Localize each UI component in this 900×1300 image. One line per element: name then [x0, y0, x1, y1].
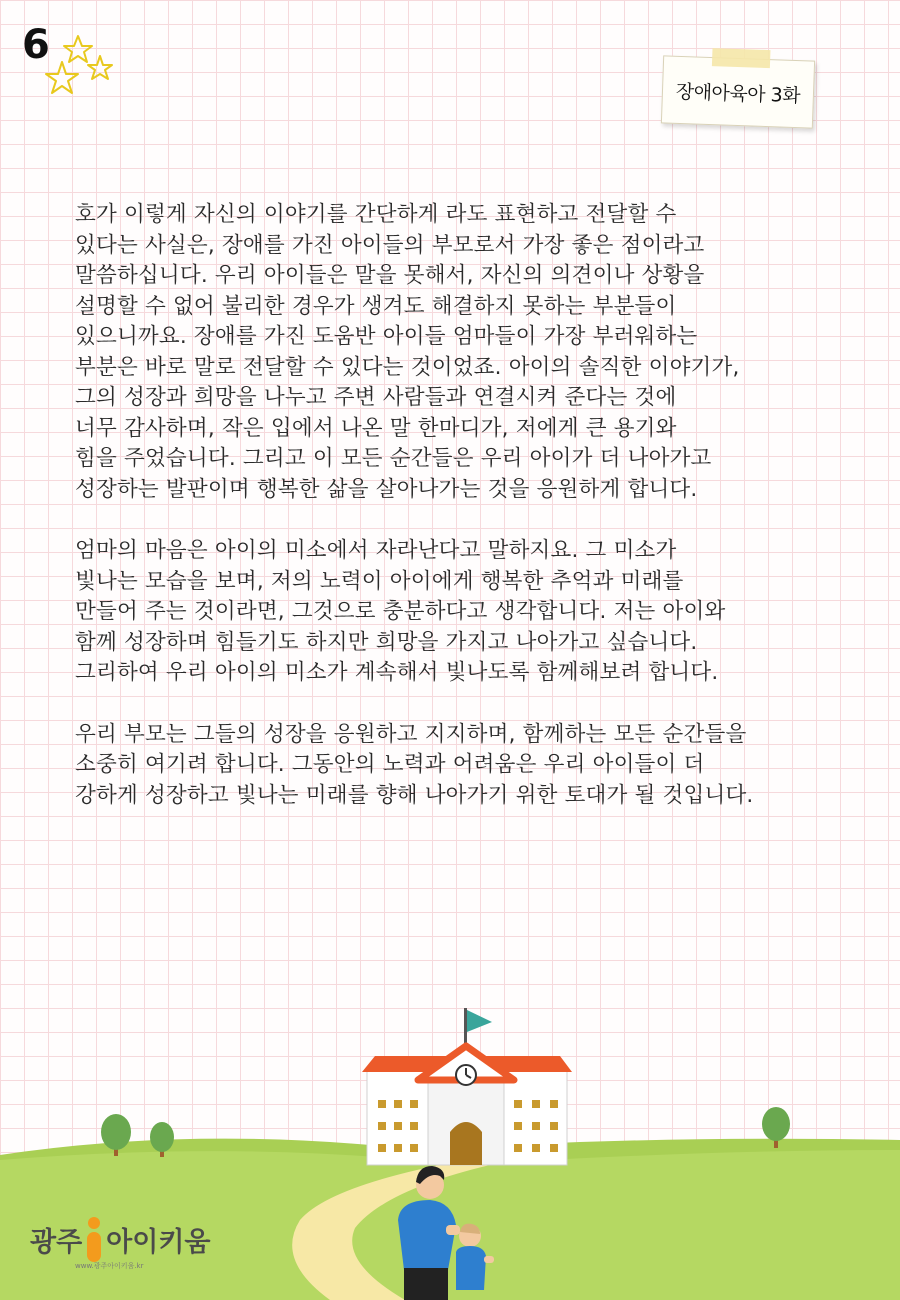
paragraph-3: 우리 부모는 그들의 성장을 응원하고 지지하며, 함께하는 모든 순간들을 소중히 여기려 합니다. 그동안의 노력과 어려움은 우리 아이들이 더 강하게 성장하고 빛나는 미래를 향해 나아가기 위한 토대가 될 것입니다. — [75, 721, 754, 808]
paragraph-2: 엄마의 마음은 아이의 미소에서 자라난다고 말하지요. 그 미소가 빛나는 모습을 보며, 저의 노력이 아이에게 행복한 추억과 미래를 만들어 주는 것이라면, 그것으로 충분하다고 생각합니다. 저는 아이와 함께 성장하며 힘들기도 하지만 희망을 가지고 나아가고 싶습니다. 그리하여 우리 아이의 미소가 계속해서 빛나도록 함께해보려 합니다. — [75, 538, 726, 685]
brand-logo — [30, 1215, 211, 1271]
paragraph-1: 호가 이렇게 자신의 이야기를 간단하게 라도 표현하고 전달할 수 있다는 사실은, 장애를 가진 아이들의 부모로서 가장 좋은 점이라고 말씀하십니다. 우리 아이들은 말을 못해서, 자신의 의견이나 상황을 설명할 수 없어 불리한 경우가 생겨도 해결하지 못하는 부분들이 있으니까요. 장애를 가진 도움반 아이들 엄마들이 가장 부러워하는 부분은 바로 말로 전달할 수 있다는 것이었죠. 아이의 솔직한 이야기가, 그의 성장과 희망을 나누고 주변 사람들과 연결시켜 준다는 것에 너무 감사하며, 작은 입에서 나온 말 한마디가, 저에게 큰 용기와 힘을 주었습니다. 그리고 이 모든 순간들은 우리 아이가 더 나아가고 성장하는 발판이며 행복한 삶을 살아나가는 것을 응원하게 합니다. — [75, 202, 740, 502]
episode-note — [661, 55, 815, 128]
article-body — [75, 200, 875, 842]
star-doodles-icon — [40, 32, 120, 102]
tape-decoration — [712, 48, 771, 68]
episode-label: 장애아육아 3화 — [675, 80, 801, 107]
logo-text-right: 아이키움 — [106, 1226, 211, 1258]
page-number: 6 — [22, 22, 50, 68]
logo-person-icon — [84, 1215, 104, 1263]
logo-url: www.광주아이키움.kr — [75, 1262, 144, 1270]
logo-text-left: 광주 — [30, 1226, 83, 1258]
